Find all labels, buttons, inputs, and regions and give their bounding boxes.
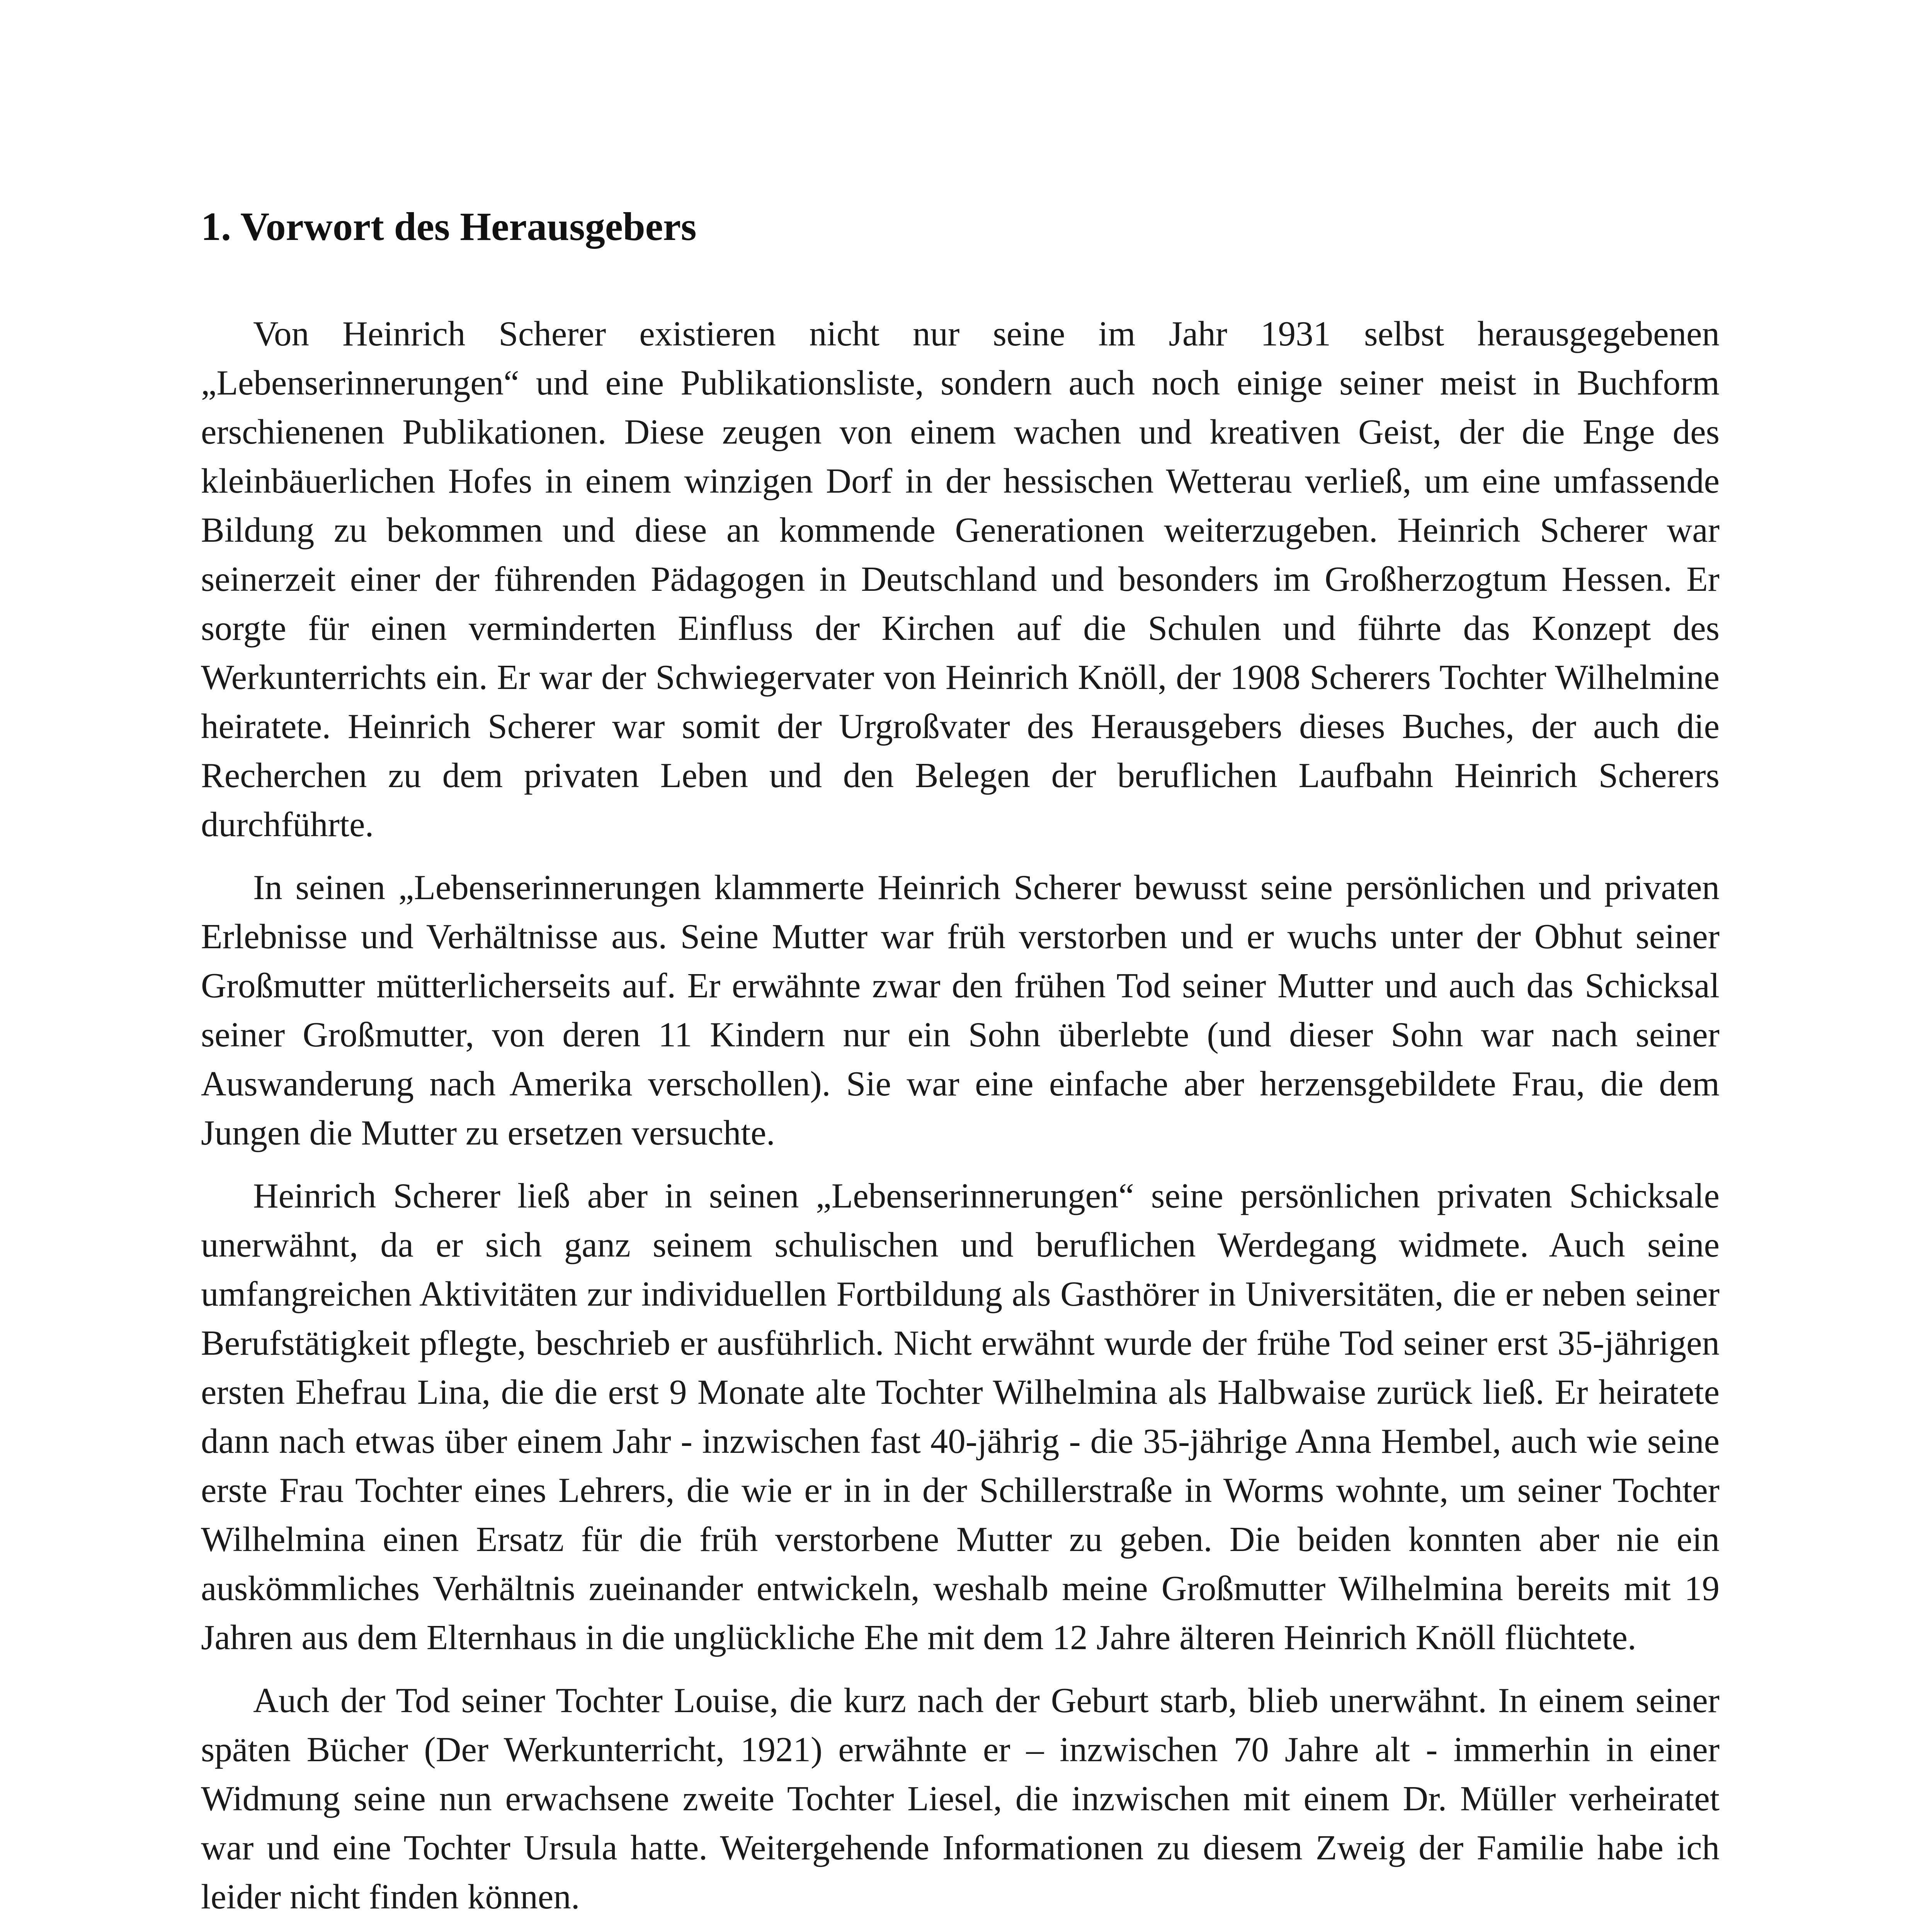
paragraph-1: Von Heinrich Scherer existieren nicht nur seine im Jahr 1931 selbst herausgegebenen „Lebenserinnerungen“ und eine Publikationsliste, sondern auch noch einige seiner meist in Buchform erschienenen Publikationen. Diese zeugen von einem wachen und kreativen Geist, der die Enge des kleinbäuerlichen Hofes in einem winzigen Dorf in der hessischen Wetterau verließ, um eine umfassende Bildung zu bekommen und diese an kommende Generationen weiterzugeben. Heinrich Scherer war seinerzeit einer der führenden Pädagogen in Deutschland und besonders im Großherzogtum Hessen. Er sorgte für einen verminderten Einfluss der Kirchen auf die Schulen und führte das Konzept des Werkunterrichts ein. Er war der Schwiegervater von Heinrich Knöll, der 1908 Scherers Tochter Wilhelmine heiratete. Heinrich Scherer war somit der Urgroßvater des Herausgebers dieses Buches, der auch die Recherchen zu dem privaten Leben und den Belegen der beruflichen Laufbahn Heinrich Scherers durchführte. <box>201 314 1720 844</box>
paragraph-3: Heinrich Scherer ließ aber in seinen „Lebenserinnerungen“ seine persönlichen privaten Schicksale unerwähnt, da er sich ganz seinem schulischen und beruflichen Werdegang widmete. Auch seine umfangreichen Aktivitäten zur individuellen Fortbildung als Gasthörer in Universitäten, die er neben seiner Berufstätigkeit pflegte, beschrieb er ausführlich. Nicht erwähnt wurde der frühe Tod seiner erst 35-jährigen ersten Ehefrau Lina, die die erst 9 Monate alte Tochter Wilhelmina als Halbwaise zurück ließ. Er heiratete dann nach etwas über einem Jahr - inzwischen fast 40-jährig - die 35-jährige Anna Hembel, auch wie seine erste Frau Tochter eines Lehrers, die wie er in in der Schillerstraße in Worms wohnte, um seiner Tochter Wilhelmina einen Ersatz für die früh verstorbene Mutter zu geben. Die beiden konnten aber nie ein auskömmliches Verhältnis zueinander entwickeln, weshalb meine Großmutter Wilhelmina bereits mit 19 Jahren aus dem Elternhaus in die unglückliche Ehe mit dem 12 Jahre älteren Heinrich Knöll flüchtete. <box>201 1176 1720 1657</box>
paragraph-4: Auch der Tod seiner Tochter Louise, die kurz nach der Geburt starb, blieb unerwähnt. In einem seiner späten Bücher (Der Werkunterricht, 1921) erwähnte er – inzwischen 70 Jahre alt - immerhin in einer Widmung seine nun erwachsene zweite Tochter Liesel, die inzwischen mit einem Dr. Müller verheiratet war und eine Tochter Ursula hatte. Weitergehende Informationen zu diesem Zweig der Familie habe ich leider nicht finden können. <box>201 1681 1720 1916</box>
chapter-heading: 1. Vorwort des Herausgebers <box>201 204 697 249</box>
paragraph-2: In seinen „Lebenserinnerungen klammerte Heinrich Scherer bewusst seine persönlichen und privaten Erlebnisse und Verhältnisse aus. Seine Mutter war früh verstorben und er wuchs unter der Obhut seiner Großmutter mütterlicherseits auf. Er erwähnte zwar den frühen Tod seiner Mutter und auch das Schicksal seiner Großmutter, von deren 11 Kindern nur ein Sohn überlebte (und dieser Sohn war nach seiner Auswanderung nach Amerika verschollen). Sie war eine einfache aber herzensgebildete Frau, die dem Jungen die Mutter zu ersetzen versuchte. <box>201 868 1720 1152</box>
body-text <box>201 309 1720 1932</box>
